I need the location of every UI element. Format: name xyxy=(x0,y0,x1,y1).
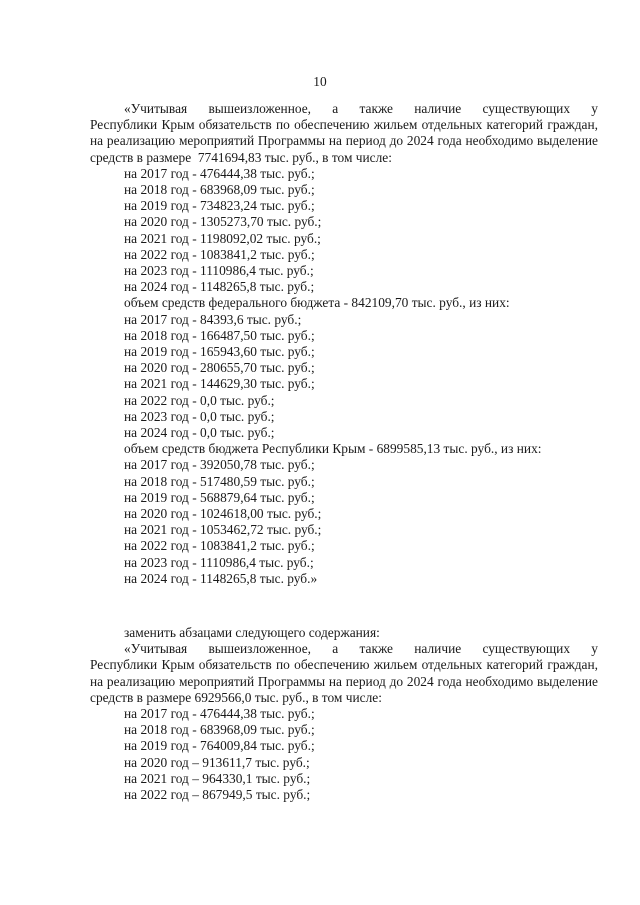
regional-budget-header: объем средств бюджета Республики Крым - 6899585,13 тыс. руб., из них: xyxy=(124,441,542,457)
funding-line: на 2020 год – 913611,7 тыс. руб.; xyxy=(124,754,310,770)
funding-line: на 2020 год - 1305273,70 тыс. руб.; xyxy=(124,214,322,230)
funding-line: на 2023 год - 0,0 тыс. руб.; xyxy=(124,408,275,424)
funding-line: на 2022 год - 1083841,2 тыс. руб.; xyxy=(124,538,315,554)
funding-line: на 2017 год - 392050,78 тыс. руб.; xyxy=(124,457,315,473)
funding-line: на 2018 год - 517480,59 тыс. руб.; xyxy=(124,473,315,489)
funding-line: на 2019 год - 764009,84 тыс. руб.; xyxy=(124,738,315,754)
funding-line: на 2022 год – 867949,5 тыс. руб.; xyxy=(124,787,311,803)
funding-line: на 2021 год - 1053462,72 тыс. руб.; xyxy=(124,522,322,538)
funding-line: на 2021 год - 1198092,02 тыс. руб.; xyxy=(124,230,321,246)
new-intro-paragraph xyxy=(90,641,598,706)
federal-budget-header: объем средств федерального бюджета - 842109,70 тыс. руб., из них: xyxy=(124,295,510,311)
federal-funding-list xyxy=(90,312,598,442)
intro-paragraph xyxy=(90,101,598,166)
funding-line: на 2023 год - 1110986,4 тыс. руб.; xyxy=(124,554,314,570)
funding-line: на 2021 год – 964330,1 тыс. руб.; xyxy=(124,770,311,786)
funding-line: на 2019 год - 165943,60 тыс. руб.; xyxy=(124,344,315,360)
funding-line: на 2024 год - 0,0 тыс. руб.; xyxy=(124,425,275,441)
funding-line: на 2017 год - 84393,6 тыс. руб.; xyxy=(124,311,302,327)
new-intro-first-line: «Учитывая вышеизложенное, а также наличие существующих у xyxy=(124,641,598,657)
total-funding-list xyxy=(90,166,598,296)
funding-line: на 2018 год - 683968,09 тыс. руб.; xyxy=(124,722,315,738)
regional-funding-list xyxy=(90,457,598,587)
funding-line: на 2017 год - 476444,38 тыс. руб.; xyxy=(124,706,315,722)
funding-line: на 2018 год - 683968,09 тыс. руб.; xyxy=(124,182,315,198)
funding-line: на 2019 год - 568879,64 тыс. руб.; xyxy=(124,489,315,505)
new-total-funding-list xyxy=(90,706,598,803)
funding-line: на 2020 год - 1024618,00 тыс. руб.; xyxy=(124,506,322,522)
page-number: 10 xyxy=(313,74,327,89)
funding-line: на 2022 год - 0,0 тыс. руб.; xyxy=(124,392,275,408)
intro-rest: Республики Крым обязательств по обеспечению жильем отдельных категорий граждан, на реализацию мероприятий Программы на период до 2024 года необходимо выделение средств в размере 7741694,83 тыс. руб., в том числе: xyxy=(90,117,598,165)
funding-line: на 2020 год - 280655,70 тыс. руб.; xyxy=(124,360,315,376)
funding-line: на 2019 год - 734823,24 тыс. руб.; xyxy=(124,198,315,214)
replacement-text-block xyxy=(90,625,598,803)
original-text-block xyxy=(90,101,598,587)
intro-first-line: «Учитывая вышеизложенное, а также наличие существующих у xyxy=(124,101,598,116)
new-intro-rest: Республики Крым обязательств по обеспечению жильем отдельных категорий граждан, на реализацию мероприятий Программы на период до 2024 года необходимо выделение средств в размере 6929566,0 тыс. руб., в том числе: xyxy=(90,657,598,705)
funding-line: на 2023 год - 1110986,4 тыс. руб.; xyxy=(124,263,314,279)
funding-line: на 2017 год - 476444,38 тыс. руб.; xyxy=(124,165,315,181)
funding-line: на 2022 год - 1083841,2 тыс. руб.; xyxy=(124,246,315,262)
funding-line: на 2018 год - 166487,50 тыс. руб.; xyxy=(124,327,315,343)
funding-line: на 2024 год - 1148265,8 тыс. руб.; xyxy=(124,279,315,295)
replace-instruction: заменить абзацами следующего содержания: xyxy=(124,625,380,640)
funding-line: на 2021 год - 144629,30 тыс. руб.; xyxy=(124,376,315,392)
funding-line: на 2024 год - 1148265,8 тыс. руб.» xyxy=(124,570,318,586)
